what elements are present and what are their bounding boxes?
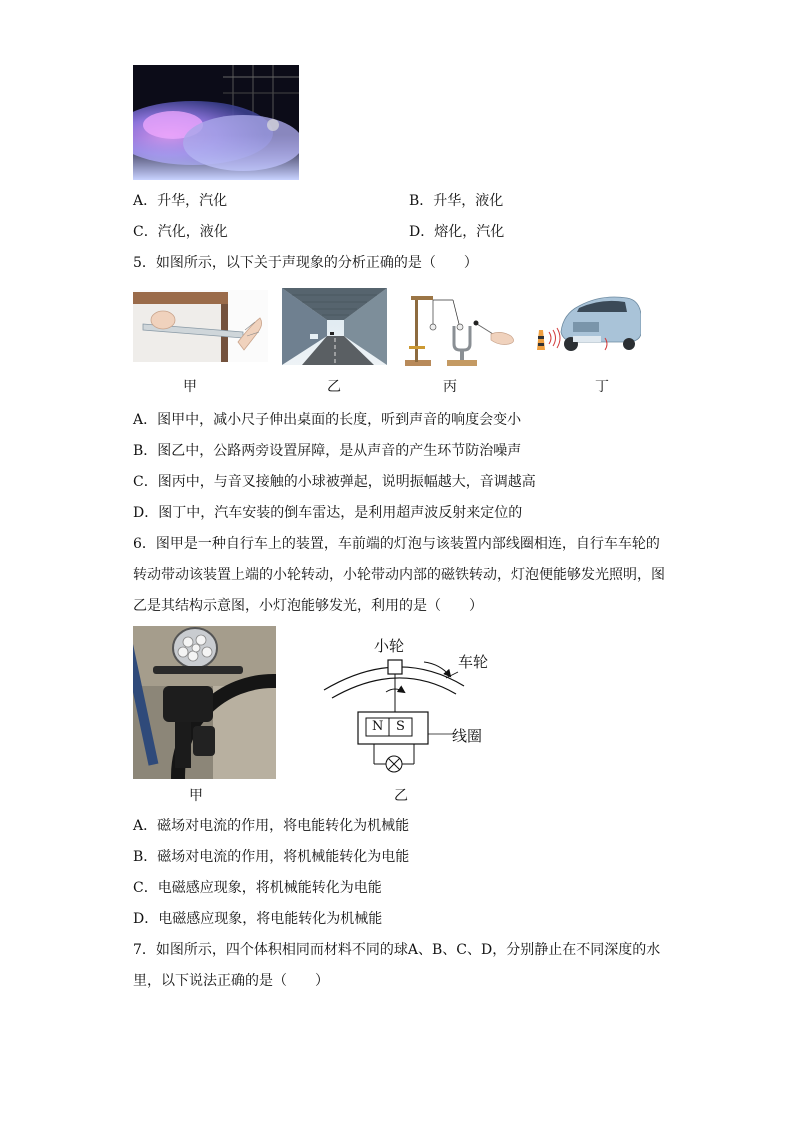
q6-caption-jia: 甲 bbox=[189, 788, 203, 804]
label-wheel: 车轮 bbox=[458, 653, 489, 671]
q6-option-c: C．电磁感应现象，将机械能转化为电能 bbox=[133, 880, 382, 896]
q4-option-b: B．升华，液化 bbox=[409, 193, 504, 209]
q6-option-a: A．磁场对电流的作用，将电能转化为机械能 bbox=[133, 818, 410, 834]
q5-caption-yi: 乙 bbox=[327, 379, 341, 395]
q4-option-a: A．升华，汽化 bbox=[133, 193, 228, 209]
q7-stem-line-1: 7．如图所示，四个体积相同而材料不同的球A、B、C、D，分别静止在不同深度的水 bbox=[133, 942, 661, 958]
car-parking-radar-photo bbox=[533, 292, 641, 354]
q6-caption-yi: 乙 bbox=[394, 788, 408, 804]
q4-option-d: D．熔化，汽化 bbox=[409, 224, 505, 240]
label-magnet-s: S bbox=[396, 719, 405, 734]
label-magnet-n: N bbox=[372, 719, 384, 734]
q5-option-c: C．图丙中，与音叉接触的小球被弹起，说明振幅越大，音调越高 bbox=[133, 474, 536, 490]
q5-caption-ding: 丁 bbox=[595, 379, 609, 395]
q5-option-d: D．图丁中，汽车安装的倒车雷达，是利用超声波反射来定位的 bbox=[133, 505, 523, 521]
q6-stem-line-1: 6．图甲是一种自行车上的装置，车前端的灯泡与该装置内部线圈相连，自行车车轮的 bbox=[133, 536, 660, 552]
q4-option-c: C．汽化，液化 bbox=[133, 224, 228, 240]
tuning-fork-ball-photo bbox=[403, 290, 520, 368]
ruler-on-table-photo bbox=[133, 290, 268, 362]
dynamo-structure-diagram bbox=[318, 632, 498, 782]
label-coil: 线圈 bbox=[452, 727, 483, 745]
q6-option-d: D．电磁感应现象，将电能转化为机械能 bbox=[133, 911, 383, 927]
q6-stem-line-3: 乙是其结构示意图，小灯泡能够发光，利用的是（ ） bbox=[133, 598, 483, 614]
q6-option-b: B．磁场对电流的作用，将机械能转化为电能 bbox=[133, 849, 410, 865]
q6-stem-line-2: 转动带动该装置上端的小轮转动，小轮带动内部的磁铁转动，灯泡便能够发光照明，图 bbox=[133, 567, 665, 583]
highway-sound-barrier-photo bbox=[282, 288, 387, 365]
stage-fog-photo bbox=[133, 65, 299, 180]
bicycle-dynamo-photo bbox=[133, 626, 276, 779]
q5-caption-jia: 甲 bbox=[183, 379, 197, 395]
q7-stem-line-2: 里，以下说法正确的是（ ） bbox=[133, 973, 329, 989]
label-small-wheel: 小轮 bbox=[374, 637, 405, 655]
q5-option-a: A．图甲中，减小尺子伸出桌面的长度，听到声音的响度会变小 bbox=[133, 412, 522, 428]
q5-option-b: B．图乙中，公路两旁设置屏障，是从声音的产生环节防治噪声 bbox=[133, 443, 522, 459]
q5-caption-bing: 丙 bbox=[443, 379, 457, 395]
q5-stem: 5．如图所示，以下关于声现象的分析正确的是（ ） bbox=[133, 255, 478, 271]
